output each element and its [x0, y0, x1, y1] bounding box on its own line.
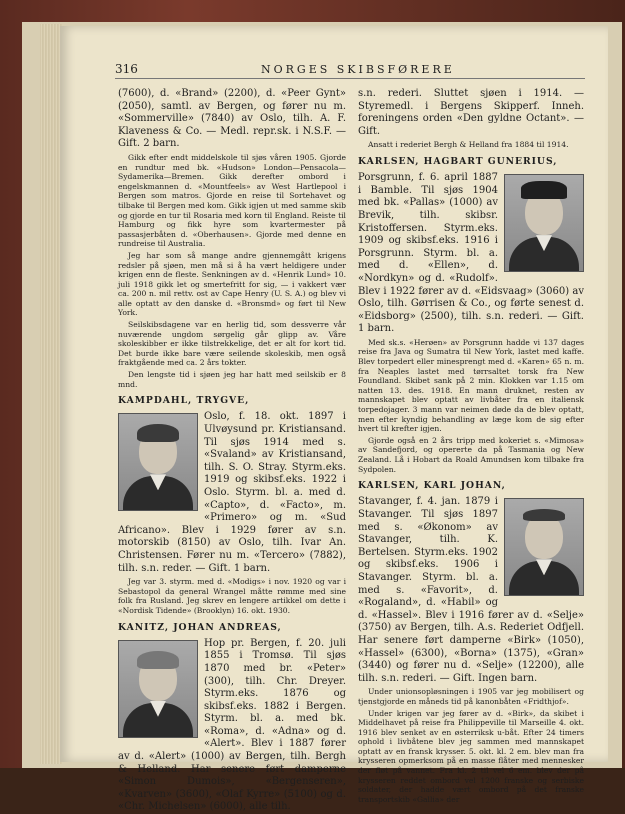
right-column [358, 88, 584, 804]
entry-note: Ansatt i rederiet Bergh & Helland fra 1884 til 1914. [368, 140, 569, 150]
entry-name-kanitz: KANITZ, JOHAN ANDREAS, [118, 621, 282, 633]
entry-note: Jeg har som så mange andre gjennemgått krigens redsler på sjøen, men må si å ha vært heldigere under krigen enn de fleste. Senkningen av d. «Henrik Lund» 10. juli 1918 gikk let og smertefritt for sig, — i vakkert vær ca. 200 n. mil rettv. ost av Cape Henry (U. S. A.) og blev vi alle optatt av den danske d. «Bronsmd» og ført til New York. [118, 250, 346, 318]
entry-note: Gikk efter endt middelskole til sjøs våren 1905. Gjorde en rundtur med bk. «Hudson» London—Pensacola—Sydamerika—Bremen. Gikk derefter ombord i engelskmannen d. «Mountfeels» av West Hartlepool i Bergen som matros. Gjorde en reise til Sortehavet og tilbake til Bergen med kom. Gikk igjen ut med samme skib og gjorde en tur til Rosaria med korn til England. Reiste til Hamburg og fikk hyre som kvartermester på passasjerbåten d. «Oberhausen». Gjorde med denne en rundreise til Australia. [118, 152, 346, 249]
page-header [115, 62, 585, 79]
entry-name-karlsen-hagbart: KARLSEN, HAGBART GUNERIUS, [358, 155, 558, 167]
entry-note: Gjorde også en 2 års tripp med kokeriet s. «Mimosa» av Sandefjord, og opererte da på Tasmania og New Zealand. Lå i Hobart da Roald Amundsen kom tilbake fra Sydpolen. [358, 435, 584, 474]
entry-note: Under krigen var jeg fører av d. «Birk», da skibet i Middelhavet på reise fra Philippeville til Marseille 4. okt. 1916 blev senket av en østerriksk u-båt. Efter 24 timers ophold i livbåtene blev jeg sammen med mannskapet optatt av en fransk krysser. 5. okt. kl. 2 em. blev man fra krysseren opmerksom på en masse flåter med mennesker der fløt på vannet. Fra kl. 2 til vel 6 em. blev der på krysseren reddet ombord vel 1200 franske og serbiske soldater, der hadde vært ombord på det franske transportskib «Gallia» der [358, 708, 584, 804]
entry-note: Seilskibsdagene var en herlig tid, som dessverre vår nuværende ungdom sørgelig går glipp av. Våre skoleskibber er ikke tilstrekkelige, det er alt for kort tid. Det burde ikke bare være seilende skoleskib, men også fraktgående med ca. 2 års tokter. [118, 320, 346, 368]
entry-note: Med sk.s. «Herøen» av Porsgrunn hadde vi 137 dages reise fra Java og Sumatra til New York, lastet med kaffe. Blev torpedert eller minesprengt med d. «Karen» 65 n. m. fra Neaples lastet med tørrsaltet torsk fra New Foundland. Skibet sank på 2 min. Klokken var 1.15 om natten 13. des. 1918. En mann druknet, resten av mannskapet blev optatt av livbåter fra en italiensk torpedojager. 3 mann var neimen døde da de blev optatt, men efter kyndig behandling av læge kom de sig efter hvert til krefter igjen. [358, 337, 584, 434]
page-edges [40, 24, 62, 764]
entry-text: Hop pr. Bergen, f. 20. juli 1855 i Tromsø. Til sjøs 1870 med br. «Peter» (300), tilh. Chr. Dreyer. Styrm.eks. 1876 og skibsf.eks. 1882 i Bergen. Styrm. bl. a. med bk. «Roma», d. «Adna» og d. «Alert». Blev i 1887 fører av d. «Alert» (1000) av Bergen, tilh. Bergh & Helland. Har senere ført damperne «Simon Dumois», «Bergenseren», «Kvarven» (3600), «Olaf Kyrre» (5100) og d. «Chr. Michelsen» (6000), alle tilh. [118, 637, 346, 813]
entry-continuation: s.n. rederi. Sluttet sjøen i 1914. — Styremedl. i Bergens Skipperf. Inneh. foreningens orden «Den gyldne Octant». — Gift. [358, 88, 584, 137]
entry-continuation: (7600), d. «Brand» (2200), d. «Peer Gynt» (2050), samtl. av Bergen, og fører nu m. «Sommerville» (7840) av Oslo, tilh. A. F. Klaveness & Co. — Medl. repr.sk. i N.S.F. — Gift. 2 barn. [118, 88, 346, 150]
entry-text: Oslo, f. 18. okt. 1897 i Ulvøysund pr. Kristiansand. Til sjøs 1914 med s. «Svaland» av Kristiansand, tilh. S. O. Stray. Styrm.eks. 1919 og skibsf.eks. 1922 i Oslo. Styrm. bl. a. med d. «Capto», d. «Facto», m. «Primero» og m. «Sud Africano». Blev i 1929 fører av s.n. motorskib (8150) av Oslo, tilh. Ivar An. Christensen. Fører nu m. «Tercero» (7882), tilh. s.n. reder. — Gift. 1 barn. [118, 411, 346, 574]
entry-text: Porsgrunn, f. 6. april 1887 i Bamble. Til sjøs 1904 med bk. «Pallas» (1000) av Brevik, tilh. skibsr. Kristoffersen. Styrm.eks. 1909 og skibsf.eks. 1916 i Porsgrunn. Styrm. bl. a. med d. «Ellen», d. «Nordkyn» og d. «Rudolf». Blev i 1922 fører av d. «Eidsvaag» (3060) av Oslo, tilh. Gørrisen & Co., og førte senest d. «Eidsborg» (2500), tilh. s.n. rederi. — Gift. 1 barn. [358, 172, 584, 335]
entry-note: Den lengste tid i sjøen jeg har hatt med seilskib er 8 mnd. [118, 370, 346, 389]
portrait-photo-kampdahl [118, 413, 198, 511]
entry-note: Jeg var 3. styrm. med d. «Modigs» i nov. 1920 og var i Sebastopol da general Wrangel måtte rømme med sine folk fra Rusland. Jeg skrev en lengere artikkel om dette i «Nordisk Tidende» (Brooklyn) 16. okt. 1930. [118, 577, 346, 615]
portrait-photo-kanitz [118, 640, 198, 738]
entry-note: Under unionsopløsningen i 1905 var jeg mobilisert og tjenstgjorde en måneds tid på kanonbåten «Fridthjof». [358, 687, 584, 706]
entry-name-karlsen-karl: KARLSEN, KARL JOHAN, [358, 480, 506, 492]
entry-name-kampdahl: KAMPDAHL, TRYGVE, [118, 395, 250, 407]
entry-text: Stavanger, f. 4. jan. 1879 i Stavanger. Til sjøs 1897 med s. «Økonom» av Stavanger, tilh. K. Bertelsen. Styrm.eks. 1902 og skibsf.eks. 1906 i Stavanger. Styrm. bl. a. med s. «Favorit», d. «Rogaland», d. «Habil» og d. «Hassel». Blev i 1916 fører av d. «Selje» (3750) av Bergen, tilh. A.s. Rederiet Odfjell. Har senere ført damperne «Birk» (1050), «Hassel» (6300), «Borna» (1375), «Gran» (3440) og fører nu d. «Selje» (12200), alle tilh. s.n. rederi. — Gift. Ingen barn. [358, 496, 584, 684]
portrait-photo-karlsen-karl [504, 498, 584, 596]
page-title: NORGES SKIBSFØRERE [261, 63, 455, 76]
portrait-photo-karlsen-hagbart [504, 174, 584, 272]
page-number: 316 [115, 62, 138, 76]
left-column [118, 88, 346, 814]
